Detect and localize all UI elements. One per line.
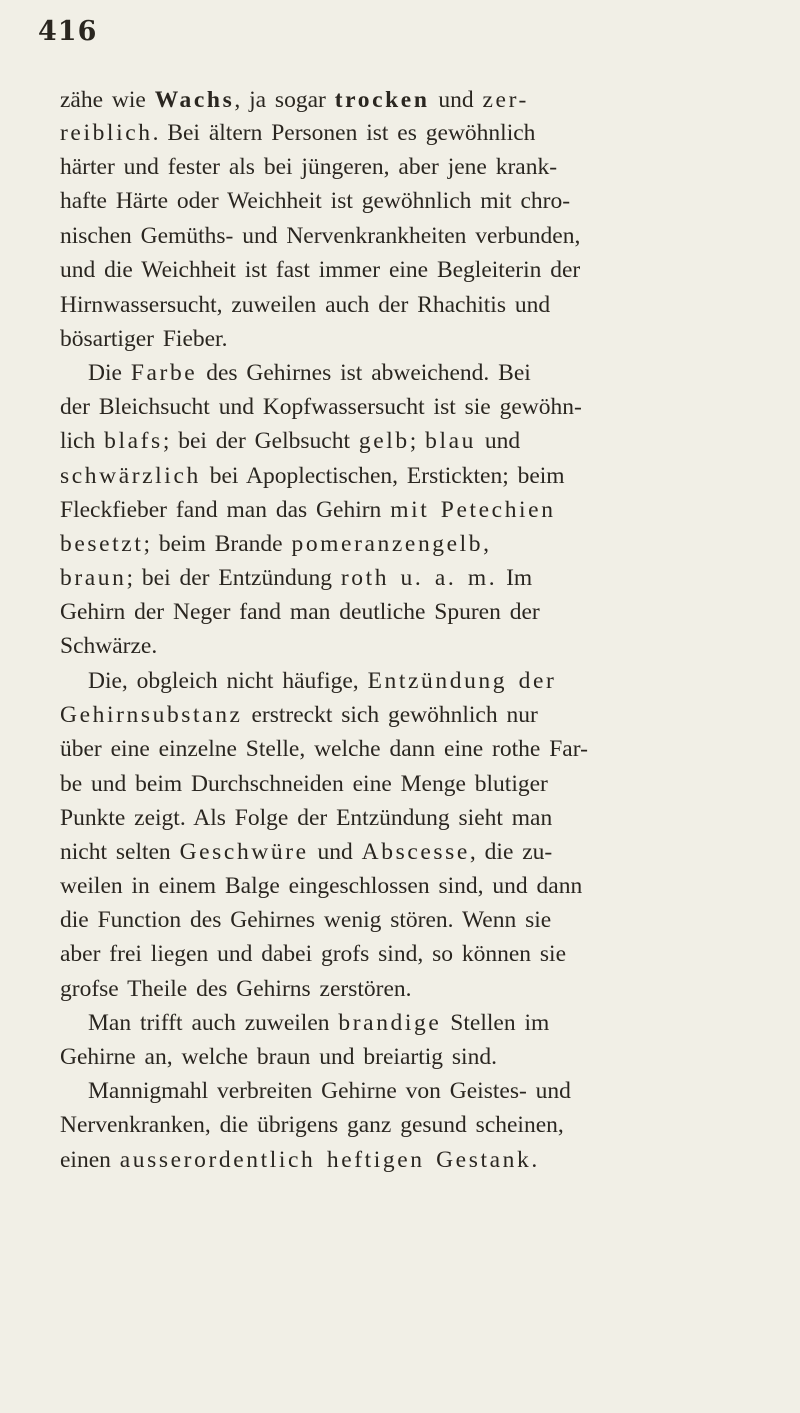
text-line: und die Weichheit ist fast immer eine Begleiterin der xyxy=(60,257,581,283)
text-line: aber frei liegen und dabei grofs sind, so können sie xyxy=(60,941,567,967)
text-line: Man trifft auch zuweilen brandige Stellen im xyxy=(88,1010,550,1036)
text-line: Die Farbe des Gehirnes ist abweichend. Bei xyxy=(88,360,531,386)
text-line: Gehirnsubstanz erstreckt sich gewöhnlich nur xyxy=(60,702,538,728)
text-line: Gehirn der Neger fand man deutliche Spuren der xyxy=(60,599,540,625)
text-line: hafte Härte oder Weichheit ist gewöhnlich mit chro- xyxy=(60,188,571,214)
text-line: Die, obgleich nicht häufige, Entzündung der xyxy=(88,668,557,694)
text-line: Hirnwassersucht, zuweilen auch der Rhachitis und xyxy=(60,292,551,318)
text-line: Gehirne an, welche braun und breiartig sind. xyxy=(60,1044,497,1070)
text-line: braun; bei der Entzündung roth u. a. m. Im xyxy=(60,565,533,591)
text-line: Mannigmahl verbreiten Gehirne von Geistes- und xyxy=(88,1078,571,1104)
text-line: nischen Gemüths- und Nervenkrankheiten verbunden, xyxy=(60,223,581,249)
text-line: reiblich. Bei ältern Personen ist es gewöhnlich xyxy=(60,120,536,146)
text-line: lich blafs; bei der Gelbsucht gelb; blau und xyxy=(60,428,521,454)
text-line: grofse Theile des Gehirns zerstören. xyxy=(60,976,412,1002)
text-line: be und beim Durchschneiden eine Menge blutiger xyxy=(60,771,548,797)
text-line: bösartiger Fieber. xyxy=(60,326,228,352)
text-line: besetzt; beim Brande pomeranzengelb, xyxy=(60,531,490,557)
text-line: zähe wie Wachs, ja sogar trocken und zer- xyxy=(60,87,529,113)
text-line: härter und fester als bei jüngeren, aber jene krank- xyxy=(60,154,558,180)
text-line: einen ausserordentlich heftigen Gestank. xyxy=(60,1147,538,1173)
text-line: schwärzlich bei Apoplectischen, Erstickten; beim xyxy=(60,463,565,489)
text-line: weilen in einem Balge eingeschlossen sind, und dann xyxy=(60,873,583,899)
text-line: Schwärze. xyxy=(60,633,158,659)
page-number: 416 xyxy=(38,16,98,47)
text-line: Fleckfieber fand man das Gehirn mit Petechien xyxy=(60,497,556,523)
text-line: Nervenkranken, die übrigens ganz gesund scheinen, xyxy=(60,1112,564,1138)
text-line: der Bleichsucht und Kopfwassersucht ist sie gewöhn- xyxy=(60,394,582,420)
text-line: Punkte zeigt. Als Folge der Entzündung sieht man xyxy=(60,805,553,831)
text-line: nicht selten Geschwüre und Abscesse, die zu- xyxy=(60,839,553,865)
text-line: über eine einzelne Stelle, welche dann eine rothe Far- xyxy=(60,736,588,762)
text-line: die Function des Gehirnes wenig stören. Wenn sie xyxy=(60,907,552,933)
